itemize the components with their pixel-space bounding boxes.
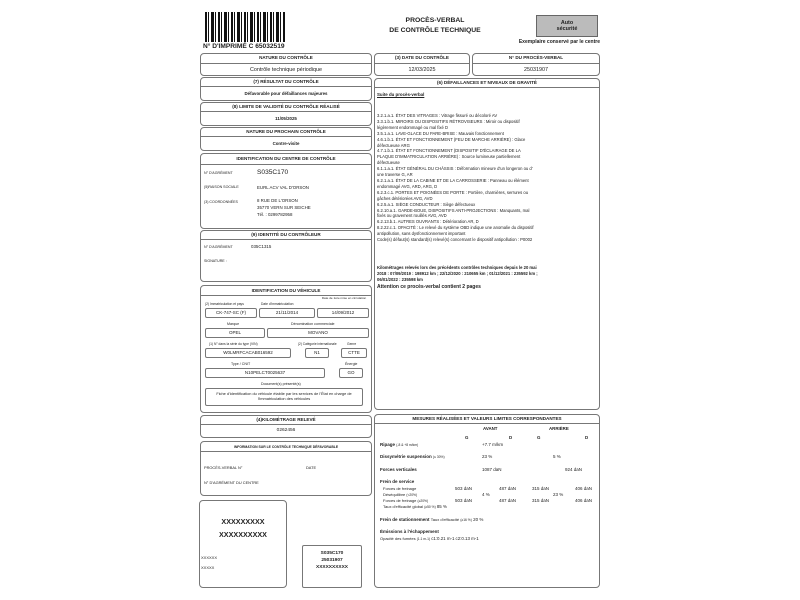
attention-note: Attention ce procès-verbal contient 2 pages (377, 284, 481, 290)
defect-line: 8.2.22.c.1. OPACITÉ : Le relevé du système OBD indique une anomalie du dispositif (377, 225, 534, 231)
resultat-box (200, 77, 372, 101)
opacity-row (380, 536, 479, 541)
defect-line: endommagé AVG, ARD, ARG, D (377, 183, 438, 189)
rear-g-header: G (537, 435, 541, 440)
other-pv-label: PROCÈS-VERBAL N° (204, 465, 243, 470)
centre-title: IDENTIFICATION DU CENTRE DE CONTRÔLE (236, 156, 336, 161)
stamp-line2: XXXXXXXXXX (219, 530, 267, 539)
opacity-label: Opacité des fumées (380, 536, 416, 541)
km-history-line3: 06/01/2022 : 235598 km (377, 277, 423, 282)
reg-date-value: 21/11/2014 (259, 308, 315, 318)
imbalance-front: 4 % (482, 492, 490, 497)
defect-line: 4.6.1.b.1. ÉTAT ET FONCTIONNEMENT (FEU DE MARCHE ARRIÈRE) : Glace (377, 136, 526, 142)
front-g-header: G (465, 435, 469, 440)
stamp-side1: XXXXXX (201, 555, 218, 560)
documents-note: Fiche d'identification du véhicule établie par les services de l'État en charge de l'immatriculation des véhicules (216, 391, 352, 401)
ripage-limit: (-8 & +8 m/km) (396, 443, 419, 447)
auto-securite-badge (536, 15, 598, 37)
stamp-box (199, 500, 287, 588)
resultat-label: (7) RÉSULTAT DU CONTRÔLE (253, 79, 319, 84)
opacity-c1: c1:0.21 m-1 (431, 536, 455, 541)
defect-list (377, 113, 599, 243)
service-label: Frein de service (380, 479, 415, 484)
prochain-controle-box (200, 127, 372, 151)
vertical-rear-value: 924 daN (565, 467, 583, 472)
resultat-value: Défavorable pour défaillances majeures (244, 91, 328, 96)
parking-value: 20 % (473, 517, 484, 522)
controle-defavorable-title: INFORMATION SUR LE CONTRÔLE TECHNIQUE DÉFAVORABLE (233, 445, 339, 449)
mesures-title: MESURES RÉALISÉES ET VALEURS LIMITES CORRESPONDANTES (412, 416, 562, 421)
defect-line: gâches détériorées AVG, AVD (377, 195, 433, 201)
category-label: (2) Catégorie internationale (298, 342, 337, 346)
document-title-line1: PROCÈS-VERBAL (405, 17, 465, 24)
ticket-line2: 25031907 (321, 558, 343, 563)
imbalance-label: Déséquilibre (383, 492, 406, 497)
defect-line: une traverse G, AR (377, 172, 413, 178)
efficiency-limit: (≥50 %) (424, 505, 436, 509)
km-history-line2: 2018 : 07/09/2019 : 198912 km ; 22/12/2020 : 210655 km ; 01/12/2021 : 235592 km ; (377, 271, 538, 276)
validite-label: (8) LIMITE DE VALIDITÉ DU CONTRÔLE RÉALISÉ (232, 104, 340, 109)
genre-value: CTTE (341, 348, 367, 358)
defect-line: 4.7.1.b.1. ÉTAT ET FONCTIONNEMENT (DISPOSITIF D'ÉCLAIRAGE DE LA (377, 148, 521, 154)
make-value: OPEL (205, 328, 265, 338)
stamp-line1: XXXXXXXXX (221, 517, 265, 526)
defect-line: défectueuse ARG (377, 142, 410, 148)
defaillances-box (374, 78, 600, 410)
efficiency-label: Taux d'efficacité global (383, 504, 424, 509)
prochain-controle-label: NATURE DU PROCHAIN CONTRÔLE (246, 129, 326, 134)
pv-number-box (472, 53, 600, 76)
vehicule-box (200, 285, 372, 413)
copy-note: Exemplaire conservé par le centre (518, 39, 600, 45)
susp-limit: (≤ 30%) (433, 455, 445, 459)
imbalance-rear: 23 % (553, 492, 564, 497)
susp-label: Dissymétrie suspension (380, 454, 432, 459)
braking-rg: 315 daN (532, 486, 550, 491)
controle-defavorable-box (200, 441, 372, 496)
documents-label: Document(s) présenté(s) (261, 382, 301, 386)
vertical-front-value: 1087 daN (482, 467, 502, 472)
parking-label: Frein de stationnement (380, 517, 430, 522)
stamp-side2: XXXXX (201, 565, 215, 570)
barcode (205, 12, 285, 42)
defect-line: 6.2.3.c.1. PORTES ET POIGNÉES DE PORTE : Portière, charnières, serrures ou (377, 189, 529, 195)
ripage-row (380, 442, 418, 447)
defect-line: 3.2.1.a.1. ÉTAT DES VITRAGES : Vitrage fissuré ou décoloré AV (377, 113, 498, 118)
braking-fg: 503 daN (455, 486, 473, 491)
controleur-approval-value: 035C1315 (251, 244, 272, 249)
centre-phone: Tél. : 0299782958 (257, 212, 293, 217)
kilometrage-title: (4)KILOMÉTRAGE RELEVÉ (256, 417, 316, 422)
centre-address-line1: 8 RUE DE L'ORSON (257, 198, 298, 203)
vehicule-title: IDENTIFICATION DU VÉHICULE (251, 288, 321, 293)
front-d-header: D (509, 435, 513, 440)
ripage-label: Ripage (380, 442, 396, 447)
defect-line: 6.2.10.a.1. GARDE-BOUE, DISPOSITIFS ANTI-PROJECTIONS : Manquants, mal (377, 207, 530, 213)
category-value: N1 (305, 348, 329, 358)
opacity-limit: (1.1 m-1) (416, 537, 431, 541)
braking2-limit: (≥20%) (417, 499, 429, 503)
pv-number-label: N° DU PROCÈS-VERBAL (508, 55, 564, 60)
braking2-label: Forces de freinage (383, 498, 417, 503)
ticket-line1: S035C170 (320, 551, 344, 556)
prochain-controle-value: Contre-visite (272, 141, 300, 146)
defaillances-subtitle: Suite du procès-verbal (377, 92, 425, 97)
emission-label: Émissions à l'échappement (380, 529, 439, 534)
genre-label: Genre (347, 342, 357, 346)
reg-label: (2) Immatriculation et pays (205, 302, 244, 306)
ticket-box (302, 545, 362, 588)
defect-line: 6.2.1.a.1. ÉTAT DE LA CABINE ET DE LA CARROSSERIE : Panneau ou élément (377, 177, 529, 183)
centre-name-label: (5)RAISON SOCIALE (204, 185, 239, 189)
braking2-fg: 503 daN (455, 498, 473, 503)
other-date-label: DATE (306, 465, 317, 470)
nature-controle-label: NATURE DU CONTRÔLE (259, 55, 313, 60)
date-controle-value: 12/03/2025 (408, 67, 436, 73)
defect-line: Code(s) défaut(s) standard(s) relevé(s) concernant le dispositif antipollution : P0002 (377, 237, 533, 243)
other-approval-label: N° D'AGRÉMENT DU CENTRE (204, 480, 259, 485)
defect-line: 6.2.13.b.1. AUTRES OUVRANTS : Détérioration AR, D (377, 219, 479, 225)
type-value: N10PELCT0025637 (205, 368, 325, 378)
braking-fd: 487 daN (499, 486, 517, 491)
print-number: N° D'IMPRIMÉ C 65032519 (203, 43, 285, 50)
susp-front-value: 23 % (482, 454, 493, 459)
reg-date-label: Date d'immatriculation (261, 302, 294, 306)
controleur-box (200, 230, 372, 282)
reg-value: CK-747-SC (F) (205, 308, 257, 318)
badge-text: Auto sécurité (556, 19, 578, 32)
km-history-line1: Kilométrages relevés lors des précédents contrôles techniques depuis le 20 mai (377, 265, 537, 270)
efficiency-value: 85 % (436, 504, 447, 509)
controleur-approval-label: N° D'AGRÉMENT (204, 245, 233, 249)
kilometrage-box (200, 415, 372, 438)
nature-controle-box (200, 53, 372, 76)
parking-row (380, 517, 483, 522)
controleur-signature-label: SIGNATURE : (204, 259, 227, 263)
defect-line: 3.3.1.b.1. MIROIRS OU DISPOSITIFS RÉTROVISEURS : Miroir ou dispositif (377, 118, 520, 124)
energy-label: Énergie (345, 362, 358, 366)
braking-label: Forces de freinage (383, 486, 417, 491)
date-controle-label: (3) DATE DU CONTRÔLE (394, 55, 450, 60)
model-value: MOVANO (267, 328, 369, 338)
vin-value: W0LMRFCACAB016592 (205, 348, 291, 358)
defect-line: 6.2.5.a.1. SIÈGE CONDUCTEUR : Siège défectueux (377, 201, 476, 207)
kilometrage-value: 0262456 (276, 428, 296, 433)
centre-name-value: EURL ACV VAL D'ORSON (257, 185, 309, 190)
date-controle-box (374, 53, 470, 76)
defaillances-title: (6) DÉFAILLANCES ET NIVEAUX DE GRAVITÉ (437, 80, 537, 85)
vertical-label: Forces verticales (380, 467, 417, 472)
centre-approval-label: N° D'AGRÉMENT (204, 171, 233, 175)
imbalance-row (383, 492, 417, 497)
first-reg-value: 14/09/2012 (317, 308, 369, 318)
braking2-row (383, 498, 428, 503)
ticket-line3: XXXXXXXXXX (316, 565, 348, 570)
make-label: Marque (227, 322, 240, 326)
braking2-rg: 315 daN (532, 498, 550, 503)
validite-value: 11/05/2025 (275, 116, 297, 121)
opacity-c2: c2:0.13 m-1 (455, 536, 479, 541)
defect-line: PLAQUE D'IMMATRICULATION ARRIÈRE) : Source lumineuse partiellement (377, 154, 521, 160)
rear-d-header: D (585, 435, 589, 440)
nature-controle-value: Contrôle technique périodique (250, 67, 322, 73)
pv-number-value: 25031907 (524, 67, 548, 73)
parking-eff-label: Taux d'efficacité (430, 517, 460, 522)
defect-line: défectueuse (377, 160, 400, 166)
ripage-value: +7.7 m/km (482, 442, 504, 447)
model-label: Dénomination commerciale (291, 322, 335, 326)
controleur-title: (9) IDENTITÉ DU CONTRÔLEUR (251, 232, 321, 237)
rear-header: ARRIÈRE (549, 426, 569, 431)
centre-address-label: (3) COORDONNÉES (204, 200, 238, 204)
front-header: AVANT (483, 426, 498, 431)
susp-row (380, 454, 445, 459)
centre-approval-value: S035C170 (257, 169, 289, 176)
mesures-box (374, 414, 600, 588)
susp-rear-value: 5 % (553, 454, 561, 459)
centre-box (200, 153, 372, 229)
braking2-rd: 406 daN (575, 498, 593, 503)
energy-value: GO (339, 368, 363, 378)
defect-line: 3.5.1.a.1. LAVE-GLACE DU PARE-BRISE : Mauvais fonctionnement (377, 130, 504, 136)
validite-box (200, 102, 372, 126)
type-label: Type / CNIT (231, 362, 251, 366)
vin-label: (1) N° dans la série du type (VIN) (209, 342, 258, 346)
document-title-line2: DE CONTRÔLE TECHNIQUE (389, 27, 481, 34)
imbalance-limit: (<20%) (406, 493, 418, 497)
defect-line: 6.1.1.a.1. ÉTAT GÉNÉRAL DU CHÂSSIS : Déformation mineure d'un longeron ou d' (377, 166, 533, 172)
braking-rd: 406 daN (575, 486, 593, 491)
vertical-row (380, 467, 417, 472)
first-reg-label: Date de 1ère mise en circulation (321, 296, 367, 300)
braking2-fd: 487 daN (499, 498, 517, 503)
parking-limit: (≥16 %) (460, 518, 472, 522)
defect-line: fixés ou gravement rouillés AVG, AVD (377, 213, 447, 219)
efficiency-row (383, 504, 447, 509)
centre-address-line2: 35770 VERN SUR SEICHE (257, 205, 311, 210)
defect-line: légèrement endommagé ou mal fixé D (377, 124, 448, 130)
documents-value (205, 388, 363, 406)
defect-line: antipollution, sans dysfonctionnement important (377, 231, 466, 237)
